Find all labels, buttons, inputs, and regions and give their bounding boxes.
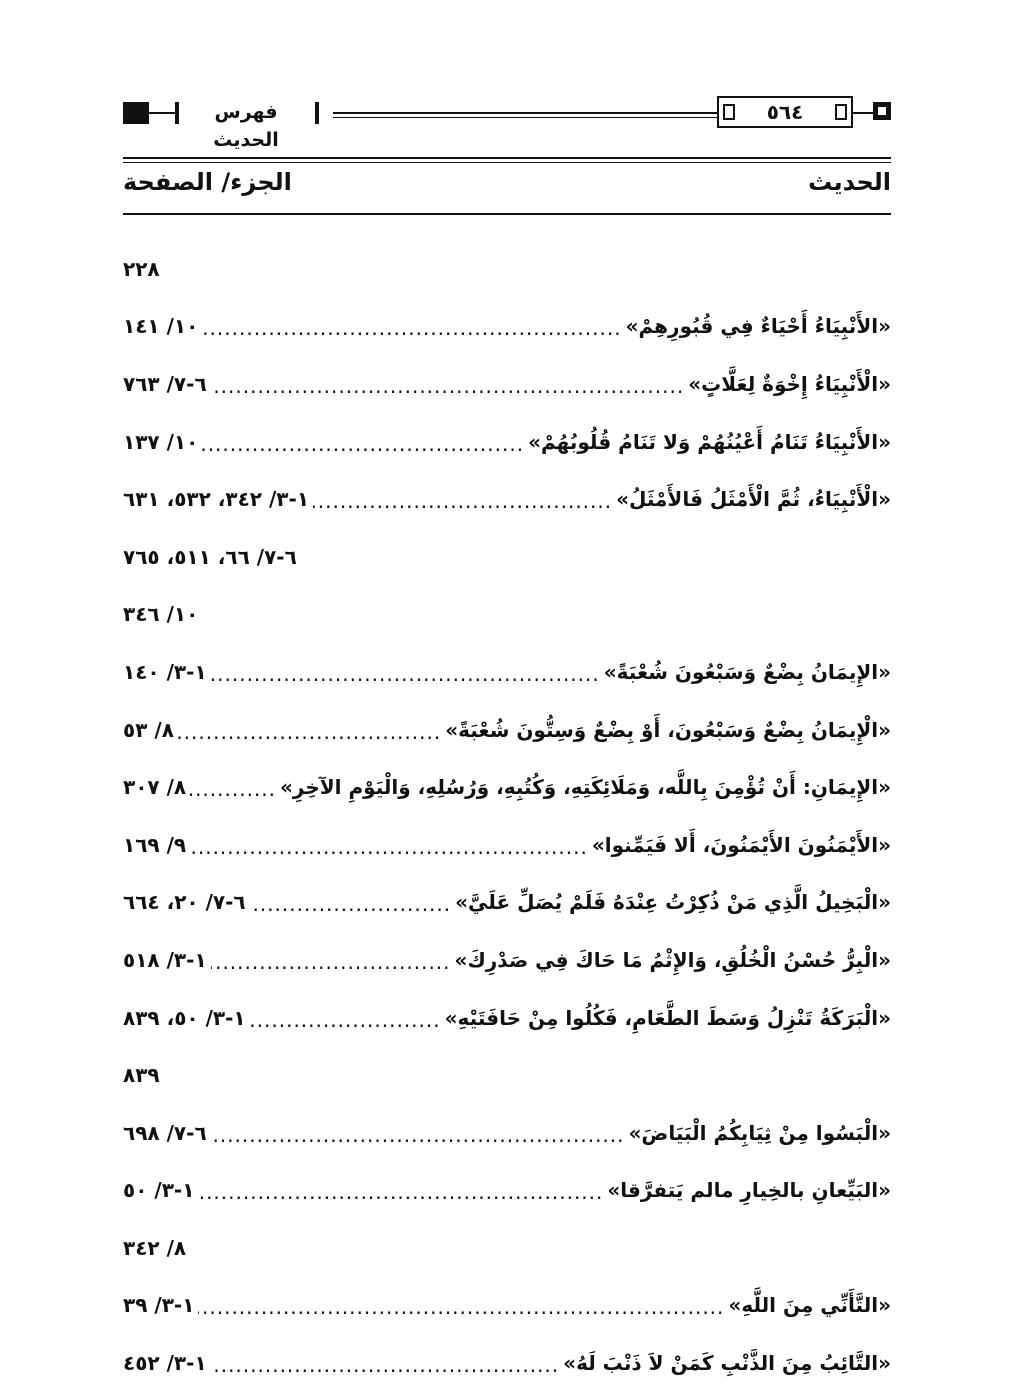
header-rule-middle: [333, 112, 717, 114]
volume-page-ref: ١٠/ ١٤١: [123, 314, 199, 339]
hadith-text: «الأَنْبِيَاءُ تَنَامُ أَعْيُنُهُمْ وَلا تَنَامُ قُلُوبُهُمْ»: [528, 429, 891, 454]
index-entry: [123, 470, 891, 528]
index-entry: [123, 1046, 891, 1104]
hadith-text: «الإِيمَانِ: أَنْ تُؤْمِنَ بِاللَّه، وَمَلَائِكَتِهِ، وَكُتُبِهِ، وَرُسُلِهِ، وَالْيَوْمِ الآخِرِ»: [280, 775, 891, 800]
dot-leader: [202, 314, 621, 338]
running-title: فهرس الحديث: [181, 98, 311, 154]
header-square-ornament: [873, 102, 891, 120]
index-entry: [123, 701, 891, 759]
dot-leader: [190, 775, 276, 799]
header-rule-right: [853, 112, 873, 114]
dot-leader: [250, 1006, 441, 1030]
volume-page-ref: ٨/ ٥٣: [123, 717, 174, 742]
index-entry: [123, 643, 891, 701]
index-entry: [123, 240, 891, 298]
volume-page-ref: ٢٢٨: [123, 256, 160, 281]
header-rule-left: [149, 112, 175, 114]
volume-page-ref: ٦-٧/ ٦٦، ٥١١، ٧٦٥: [123, 544, 297, 569]
running-header: [123, 96, 891, 151]
header-rule-middle-thin: [333, 117, 717, 118]
dot-leader: [211, 948, 451, 972]
index-entry: [123, 586, 891, 644]
index-entry: [123, 874, 891, 932]
volume-page-ref: ١-٣/ ٣٩: [123, 1293, 195, 1318]
volume-page-ref: ١-٣/ ٤٥٢: [123, 1351, 207, 1376]
hadith-text: «الْبِرُّ حُسْنُ الْخُلُقِ، وَالإِثْمُ مَا حَاكَ فِي صَدْرِكَ»: [454, 947, 891, 972]
dot-leader: [178, 718, 441, 742]
volume-page-ref: ٨/ ٣٠٧: [123, 775, 187, 800]
volume-page-ref: ٦-٧/ ٢٠، ٦٦٤: [123, 890, 246, 915]
index-entry: [123, 1277, 891, 1335]
dot-leader: [250, 890, 452, 914]
column-header: [123, 168, 891, 208]
hadith-text: «الْبَرَكَةُ تَنْزِلُ وَسَطَ الطَّعَامِ، فَكُلُوا مِنْ حَافَتَيْهِ»: [444, 1005, 891, 1030]
hadith-text: «التَّائِبُ مِنَ الذَّنْبِ كَمَنْ لاَ ذَنْبَ لَهُ»: [563, 1351, 891, 1376]
hadith-text: «الْأَنْبِيَاءُ، ثُمَّ الْأَمْثَلُ فَالأَمْثَلُ»: [616, 487, 891, 512]
dot-leader: [211, 372, 685, 396]
dot-leader: [190, 833, 588, 857]
hadith-index-list: [123, 240, 891, 1392]
column-title-hadith: الحديث: [808, 168, 891, 196]
dot-leader: [202, 430, 524, 454]
index-entry: [123, 1334, 891, 1392]
index-entry: [123, 1104, 891, 1162]
hadith-text: «الْإِيمَانُ بِضْعٌ وَسَبْعُونَ، أَوْ بِضْعٌ وَسِتُّونَ شُعْبَةً»: [445, 717, 891, 742]
hadith-text: «الْبَخِيلُ الَّذِي مَنْ ذُكِرْتُ عِنْدَهُ فَلَمْ يُصَلِّ عَلَيَّ»: [455, 890, 891, 915]
volume-page-ref: ١٠/ ١٣٧: [123, 429, 199, 454]
index-entry: [123, 1162, 891, 1220]
index-entry: [123, 758, 891, 816]
volume-page-ref: ١-٣/ ٣٤٢، ٥٣٢، ٦٣١: [123, 487, 310, 512]
hadith-text: «الْأَنْبِيَاءُ إِخْوَةٌ لِعَلَّاتٍ»: [688, 371, 891, 396]
index-entry: [123, 931, 891, 989]
header-bar-ornament: [315, 102, 319, 124]
dot-leader: [211, 1351, 560, 1375]
page-number: ٥٦٤: [766, 100, 804, 124]
volume-page-ref: ٨/ ٣٤٢: [123, 1235, 187, 1260]
column-header-rule-bottom: [123, 213, 891, 215]
hadith-text: «الأَنْبِيَاءُ أَحْيَاءٌ فِي قُبُورِهِمْ»: [625, 314, 891, 339]
dot-leader: [211, 1121, 625, 1145]
header-block-ornament: [123, 102, 149, 124]
dot-leader: [211, 660, 600, 684]
hadith-text: «البَيِّعانِ بالخِيارِ مالم يَتفرَّقا»: [607, 1178, 891, 1203]
header-bar-ornament-left: [175, 102, 179, 124]
volume-page-ref: ١-٣/ ١٤٠: [123, 659, 207, 684]
dot-leader: [313, 487, 612, 511]
index-entry: [123, 413, 891, 471]
volume-page-ref: ٩/ ١٦٩: [123, 832, 187, 857]
volume-page-ref: ١-٣/ ٥٠: [123, 1178, 195, 1203]
column-header-rule: [123, 157, 891, 159]
volume-page-ref: ٦-٧/ ٦٩٨: [123, 1120, 207, 1145]
hadith-text: «الْبَسُوا مِنْ ثِيَابِكُمُ الْبَيَاضَ»: [628, 1120, 891, 1145]
column-title-volume-page: الجزء/ الصفحة: [123, 168, 292, 196]
hadith-text: «الإِيمَانُ بِضْعٌ وَسَبْعُونَ شُعْبَةً»: [603, 659, 891, 684]
volume-page-ref: ١٠/ ٣٤٦: [123, 602, 199, 627]
volume-page-ref: ٦-٧/ ٧٦٣: [123, 371, 207, 396]
index-entry: [123, 816, 891, 874]
index-entry: [123, 298, 891, 356]
index-entry: [123, 989, 891, 1047]
column-header-rule-thin: [123, 162, 891, 163]
index-entry: [123, 1219, 891, 1277]
dot-leader: [198, 1178, 603, 1202]
dot-leader: [198, 1293, 724, 1317]
index-entry: [123, 355, 891, 413]
hadith-text: «التَّأَنِّي مِنَ اللَّهِ»: [728, 1293, 891, 1318]
volume-page-ref: ١-٣/ ٥١٨: [123, 947, 207, 972]
hadith-text: «الأَيْمَنُونَ الأَيْمَنُونَ، أَلا فَيَمِّنوا»: [591, 832, 891, 857]
volume-page-ref: ١-٣/ ٥٠، ٨٣٩: [123, 1005, 246, 1030]
volume-page-ref: ٨٣٩: [123, 1063, 160, 1088]
page-number-box: [717, 96, 853, 128]
index-entry: [123, 528, 891, 586]
